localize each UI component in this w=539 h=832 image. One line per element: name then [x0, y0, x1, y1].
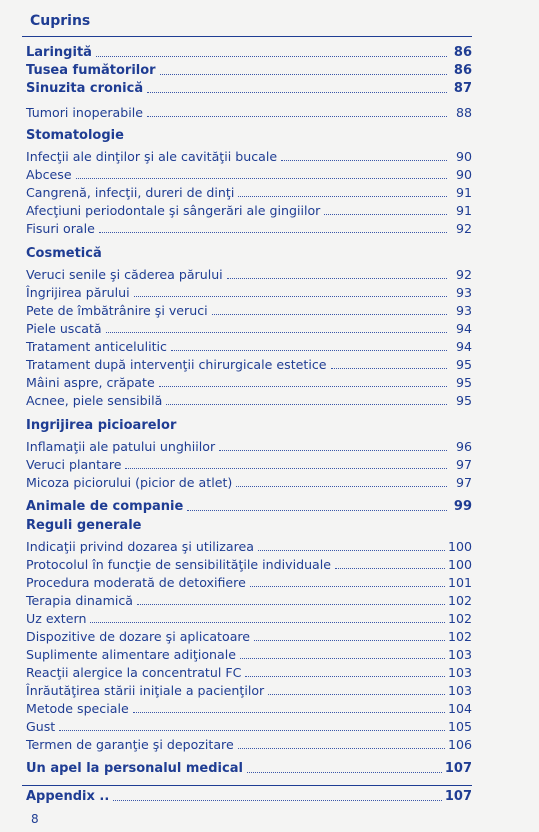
- toc-entry[interactable]: [26, 318, 472, 336]
- toc-entry-label: Tumori inoperabile: [26, 105, 143, 120]
- toc-entry-page-number: 107: [444, 761, 472, 776]
- toc-entry[interactable]: [26, 786, 472, 804]
- toc-entry-page-number: 94: [455, 339, 472, 354]
- toc-entry-page-number: 102: [447, 611, 472, 626]
- toc-entry-label: Protocolul în funcţie de sensibilităţile individuale: [26, 557, 332, 572]
- toc-entry[interactable]: [26, 218, 472, 236]
- dot-leader: [134, 296, 447, 297]
- dot-leader: [113, 800, 442, 801]
- toc-entry[interactable]: [26, 680, 472, 698]
- toc-entry-label: Micoza piciorului (picior de atlet): [26, 475, 233, 490]
- toc-entry-page-number: 94: [455, 321, 472, 336]
- toc-entry-label: Tusea fumătorilor: [26, 63, 156, 78]
- toc-entry-page-number: 93: [455, 285, 472, 300]
- toc-entry-page-number: 97: [455, 475, 472, 490]
- dot-leader: [90, 622, 445, 623]
- toc-entry[interactable]: [26, 60, 472, 78]
- toc-entry[interactable]: [26, 200, 472, 218]
- toc-entry-page-number: 86: [453, 45, 472, 60]
- dot-leader: [159, 386, 447, 387]
- toc-entry[interactable]: [26, 300, 472, 318]
- dot-leader: [240, 658, 445, 659]
- toc-entry[interactable]: [26, 590, 472, 608]
- toc-entry[interactable]: [26, 554, 472, 572]
- toc-entry-label: Cangrenă, infecţii, dureri de dinţi: [26, 185, 235, 200]
- toc-entry-label: Piele uscată: [26, 321, 102, 336]
- toc-entry-label: Mâini aspre, crăpate: [26, 375, 155, 390]
- toc-entry-page-number: 92: [455, 267, 472, 282]
- toc-entry[interactable]: [26, 78, 472, 96]
- dot-leader: [147, 116, 447, 117]
- toc-entry-label: Tratament după intervenţii chirurgicale estetice: [26, 357, 327, 372]
- dot-leader: [247, 772, 442, 773]
- toc-entry-page-number: 103: [447, 665, 472, 680]
- toc-entry-page-number: 101: [447, 575, 472, 590]
- dot-leader: [137, 604, 445, 605]
- section-heading: Stomatologie: [26, 128, 124, 143]
- toc-entry-label: Infecţii ale dinţilor şi ale cavităţii bucale: [26, 149, 278, 164]
- toc-entry[interactable]: [26, 734, 472, 752]
- toc-entry[interactable]: [26, 182, 472, 200]
- toc-entry-label: Metode speciale: [26, 701, 129, 716]
- toc-entry-label: Termen de garanţie şi depozitare: [26, 737, 234, 752]
- toc-entry-label: Un apel la personalul medical: [26, 761, 243, 776]
- toc-entry-page-number: 95: [455, 357, 472, 372]
- toc-entry-page-number: 90: [455, 167, 472, 182]
- dot-leader: [96, 56, 447, 57]
- toc-entry-page-number: 96: [455, 439, 472, 454]
- toc-entry-label: Înrăutăţirea stării iniţiale a pacienţilor: [26, 683, 265, 698]
- toc-entry-label: Îngrijirea părului: [26, 285, 130, 300]
- page-number: 8: [31, 812, 39, 826]
- toc-entry-page-number: 88: [455, 105, 472, 120]
- toc-entry-label: Reacţii alergice la concentratul FC: [26, 665, 242, 680]
- dot-leader: [125, 468, 447, 469]
- toc-entry-label: Inflamaţii ale patului unghiilor: [26, 439, 216, 454]
- toc-entry-page-number: 90: [455, 149, 472, 164]
- section-heading: Reguli generale: [26, 518, 142, 533]
- toc-entry[interactable]: [26, 572, 472, 590]
- dot-leader: [147, 92, 447, 93]
- toc-entry-page-number: 107: [444, 789, 472, 804]
- toc-entry-page-number: 91: [455, 185, 472, 200]
- toc-entry[interactable]: [26, 282, 472, 300]
- toc-entry-page-number: 93: [455, 303, 472, 318]
- dot-leader: [238, 196, 447, 197]
- dot-leader: [212, 314, 447, 315]
- toc-entry-page-number: 92: [455, 221, 472, 236]
- dot-leader: [106, 332, 447, 333]
- toc-entry[interactable]: [26, 102, 472, 120]
- toc-entry-label: Afecţiuni periodontale şi sângerări ale gingiilor: [26, 203, 321, 218]
- toc-entry-label: Pete de îmbătrânire şi veruci: [26, 303, 208, 318]
- toc-entry-label: Suplimente alimentare adiţionale: [26, 647, 236, 662]
- dot-leader: [254, 640, 445, 641]
- toc-entry[interactable]: [26, 662, 472, 680]
- toc-entry-label: Gust: [26, 719, 56, 734]
- dot-leader: [268, 694, 445, 695]
- toc-entry[interactable]: [26, 390, 472, 408]
- toc-entry-label: Abcese: [26, 167, 72, 182]
- toc-entry[interactable]: [26, 536, 472, 554]
- dot-leader: [236, 486, 447, 487]
- toc-entry[interactable]: [26, 354, 472, 372]
- toc-entry-label: Tratament anticelulitic: [26, 339, 167, 354]
- dot-leader: [331, 368, 448, 369]
- toc-entry-label: Appendix ..: [26, 789, 110, 804]
- toc-entry[interactable]: [26, 472, 472, 490]
- toc-entry-page-number: 99: [453, 499, 472, 514]
- dot-leader: [166, 404, 447, 405]
- toc-entry-page-number: 106: [447, 737, 472, 752]
- dot-leader: [187, 510, 447, 511]
- toc-entry[interactable]: [26, 716, 472, 734]
- toc-entry-page-number: 100: [447, 557, 472, 572]
- toc-entry[interactable]: [26, 626, 472, 644]
- page-title: Cuprins: [30, 13, 91, 29]
- toc-entry[interactable]: [26, 698, 472, 716]
- toc-entry[interactable]: [26, 336, 472, 354]
- dot-leader: [160, 74, 447, 75]
- dot-leader: [258, 550, 445, 551]
- toc-entry-label: Indicaţii privind dozarea şi utilizarea: [26, 539, 254, 554]
- dot-leader: [227, 278, 447, 279]
- toc-entry-label: Veruci plantare: [26, 457, 122, 472]
- toc-entry[interactable]: [26, 42, 472, 60]
- toc-entry-page-number: 102: [447, 593, 472, 608]
- toc-entry[interactable]: [26, 372, 472, 390]
- dot-leader: [59, 730, 445, 731]
- toc-entry-label: Fisuri orale: [26, 221, 95, 236]
- dot-leader: [219, 450, 447, 451]
- toc-entry-page-number: 103: [447, 647, 472, 662]
- toc-entry-page-number: 100: [447, 539, 472, 554]
- toc-entry-label: Laringită: [26, 45, 92, 60]
- dot-leader: [238, 748, 445, 749]
- bottom-rule: [22, 785, 472, 786]
- toc-entry[interactable]: [26, 496, 472, 514]
- dot-leader: [171, 350, 447, 351]
- toc-entry-page-number: 103: [447, 683, 472, 698]
- toc-entry-page-number: 95: [455, 393, 472, 408]
- toc-entry[interactable]: [26, 758, 472, 776]
- toc-entry-label: Uz extern: [26, 611, 87, 626]
- toc-entry-label: Acnee, piele sensibilă: [26, 393, 163, 408]
- toc-entry-label: Procedura moderată de detoxifiere: [26, 575, 246, 590]
- section-heading: Cosmetică: [26, 246, 102, 261]
- dot-leader: [324, 214, 447, 215]
- dot-leader: [335, 568, 445, 569]
- toc-entry-label: Animale de companie: [26, 499, 184, 514]
- toc-entry-page-number: 104: [447, 701, 472, 716]
- toc-entry-page-number: 97: [455, 457, 472, 472]
- dot-leader: [76, 178, 447, 179]
- toc-entry[interactable]: [26, 436, 472, 454]
- dot-leader: [250, 586, 445, 587]
- section-heading: Ingrijirea picioarelor: [26, 418, 177, 433]
- toc-entry-label: Sinuzita cronică: [26, 81, 144, 96]
- toc-entry[interactable]: [26, 608, 472, 626]
- dot-leader: [245, 676, 445, 677]
- dot-leader: [133, 712, 445, 713]
- toc-entry-page-number: 91: [455, 203, 472, 218]
- toc-entry-page-number: 102: [447, 629, 472, 644]
- toc-entry[interactable]: [26, 644, 472, 662]
- toc-entry-label: Veruci senile şi căderea părului: [26, 267, 223, 282]
- toc-entry-page-number: 105: [447, 719, 472, 734]
- toc-entry-page-number: 86: [453, 63, 472, 78]
- dot-leader: [99, 232, 447, 233]
- top-rule: [22, 36, 472, 37]
- dot-leader: [281, 160, 447, 161]
- toc-entry-page-number: 95: [455, 375, 472, 390]
- toc-entry[interactable]: [26, 164, 472, 182]
- toc-entry-label: Dispozitive de dozare şi aplicatoare: [26, 629, 251, 644]
- toc-entry-label: Terapia dinamică: [26, 593, 134, 608]
- toc-entry-page-number: 87: [453, 81, 472, 96]
- toc-entry[interactable]: [26, 264, 472, 282]
- toc-entry[interactable]: [26, 146, 472, 164]
- toc-entry[interactable]: [26, 454, 472, 472]
